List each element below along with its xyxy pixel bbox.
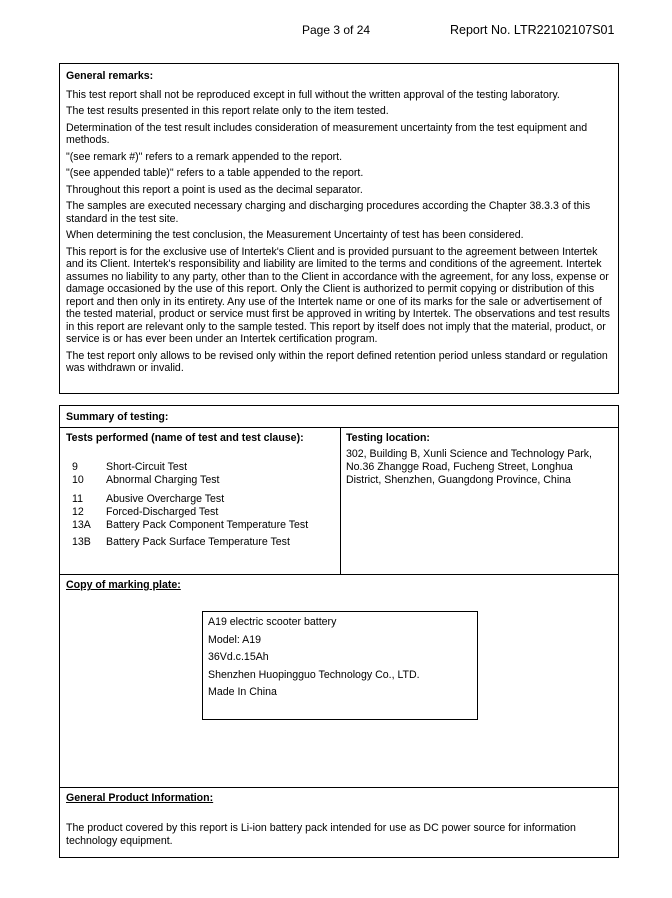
plate-line: A19 electric scooter battery bbox=[208, 616, 337, 628]
test-clause: 9 bbox=[72, 461, 78, 473]
test-name: Short-Circuit Test bbox=[106, 461, 188, 473]
general-remarks-box bbox=[59, 63, 619, 394]
test-name: Battery Pack Component Temperature Test bbox=[106, 519, 309, 531]
divider bbox=[60, 787, 618, 788]
test-clause: 10 bbox=[72, 474, 84, 486]
tests-performed-header: Tests performed (name of test and test clause): bbox=[66, 432, 304, 444]
test-item bbox=[72, 461, 187, 474]
test-item bbox=[72, 493, 224, 506]
summary-box bbox=[59, 405, 619, 858]
test-item bbox=[72, 474, 219, 487]
test-name: Abnormal Charging Test bbox=[106, 474, 220, 486]
remark-paragraph: Throughout this report a point is used as the decimal separator. bbox=[66, 183, 363, 196]
remark-paragraph: The test report only allows to be revised only within the report defined retention period unless standard or regulation was withdrawn or invalid. bbox=[66, 349, 608, 374]
test-clause: 13A bbox=[72, 519, 91, 531]
test-item bbox=[72, 536, 290, 549]
remark-paragraph: The samples are executed necessary charging and discharging procedures according the Chapter 38.3.3 of this standard in the test site. bbox=[66, 200, 591, 225]
remark-paragraph: "(see appended table)" refers to a table appended to the report. bbox=[66, 167, 364, 179]
test-clause: 13B bbox=[72, 536, 91, 548]
testing-location-address bbox=[346, 448, 616, 487]
marking-plate-title: Copy of marking plate: bbox=[66, 579, 181, 591]
address-line: District, Shenzhen, Guangdong Province, China bbox=[346, 474, 571, 486]
address-line: 302, Building B, Xunli Science and Technology Park, bbox=[346, 448, 592, 460]
report-number: Report No. LTR22102107S01 bbox=[450, 23, 615, 37]
page-header bbox=[0, 24, 672, 40]
test-name: Battery Pack Surface Temperature Test bbox=[106, 536, 290, 548]
divider bbox=[60, 574, 618, 575]
test-item bbox=[72, 506, 218, 519]
general-remarks-title: General remarks: bbox=[66, 70, 154, 82]
plate-line: 36Vd.c.15Ah bbox=[208, 651, 269, 663]
divider bbox=[60, 427, 618, 428]
remark-paragraph: This test report shall not be reproduced except in full without the written approval of the testing laboratory. bbox=[66, 88, 560, 101]
plate-line: Shenzhen Huopingguo Technology Co., LTD. bbox=[208, 668, 420, 681]
remark-paragraph: "(see remark #)" refers to a remark appended to the report. bbox=[66, 150, 343, 163]
remark-paragraph: This report is for the exclusive use of Intertek's Client and is provided pursuant to the agreement between Intertek and its Client. Intertek's responsibility and liability are limited to the terms and conditions of the agreement. Intertek assumes no liability to any party, other than to the Client in accordance with the agreement, for any loss, expense or damage occasioned by the use of this report. Only the Client is authorized to permit copying or distribution of this report and then only in its entirety. Any use of the Intertek name or one of its marks for the sale or advertisement of the tested material, product or service must first be approved in writing by Intertek. The observations and test results in this report are relevant only to the sample tested. This report by itself does not imply that the material, product, or service is or has ever been under an Intertek certification program. bbox=[66, 245, 610, 345]
test-clause: 11 bbox=[72, 493, 83, 505]
column-divider bbox=[340, 427, 341, 574]
remark-paragraph: When determining the test conclusion, the Measurement Uncertainty of test has been considered. bbox=[66, 229, 524, 241]
product-info-title: General Product Information: bbox=[66, 792, 214, 804]
plate-line: Model: A19 bbox=[208, 633, 262, 646]
test-item bbox=[72, 519, 308, 532]
test-name: Forced-Discharged Test bbox=[106, 506, 219, 518]
product-info-text: The product covered by this report is Li-ion battery pack intended for use as DC power source for information technology equipment. bbox=[66, 822, 576, 847]
plate-line: Made In China bbox=[208, 686, 277, 698]
address-line: No.36 Zhangge Road, Fucheng Street, Longhua bbox=[346, 461, 573, 473]
page-number: Page 3 of 24 bbox=[302, 23, 371, 37]
test-name: Abusive Overcharge Test bbox=[106, 493, 225, 505]
remark-paragraph: The test results presented in this report relate only to the item tested. bbox=[66, 105, 389, 117]
remark-paragraph: Determination of the test result includes consideration of measurement uncertainty from the test equipment and methods. bbox=[66, 121, 588, 146]
testing-location-header: Testing location: bbox=[346, 432, 430, 444]
marking-plate bbox=[202, 611, 478, 720]
summary-title: Summary of testing: bbox=[66, 411, 169, 423]
test-clause: 12 bbox=[72, 506, 84, 518]
